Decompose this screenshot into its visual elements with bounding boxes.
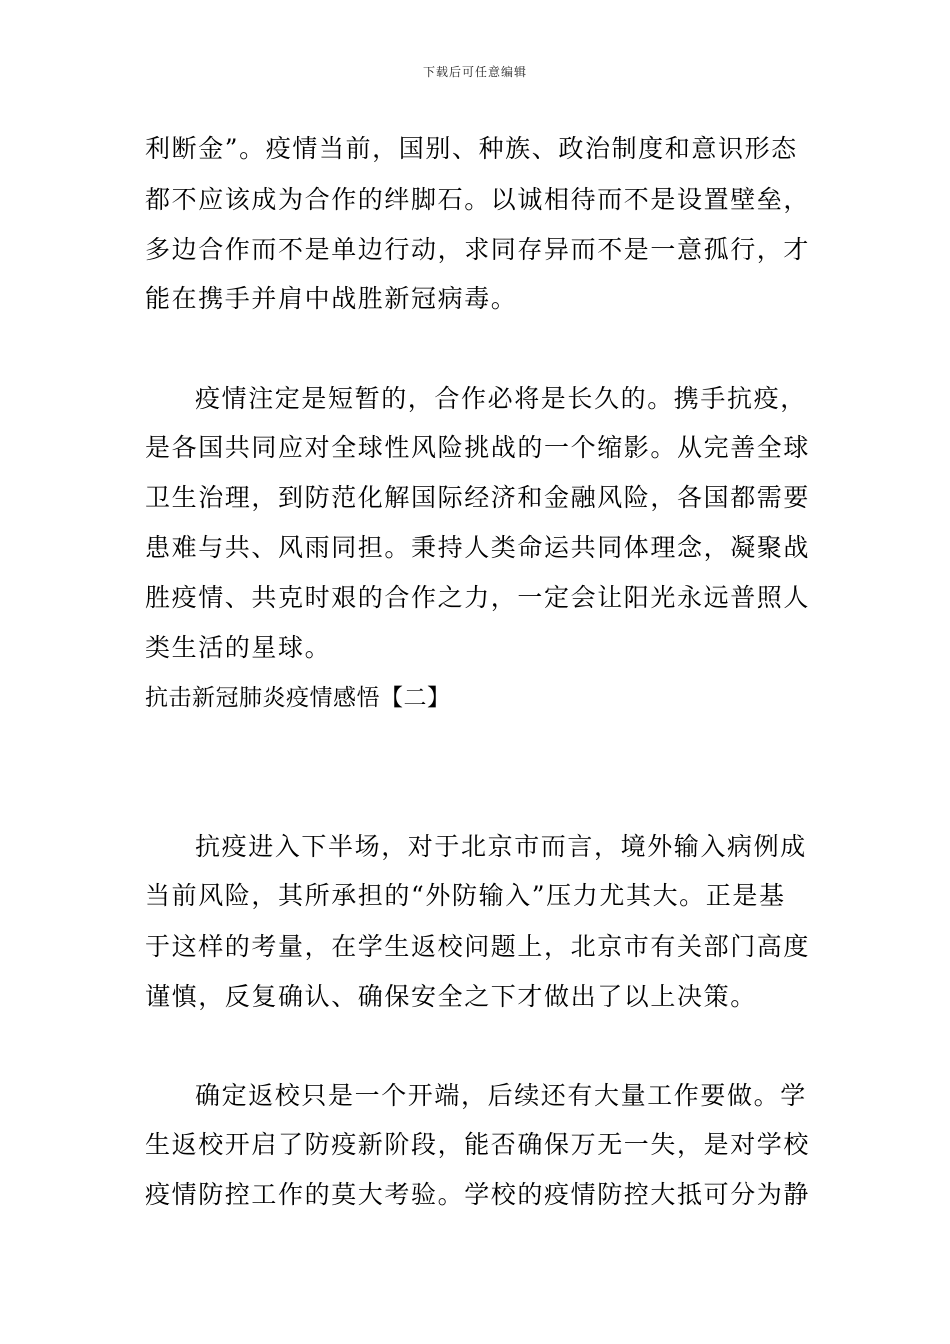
- paragraph-1-line-4: 能在携手并肩中战胜新冠病毒。: [145, 284, 518, 313]
- paragraph-2-line-2: 是各国共同应对全球性风险挑战的一个缩影。从完善全球: [145, 433, 811, 462]
- paragraph-2-line-4: 患难与共、风雨同担。秉持人类命运共同体理念，凝聚战: [145, 533, 811, 562]
- paragraph-2-line-5: 胜疫情、共克时艰的合作之力，一定会让阳光永远普照人: [145, 583, 811, 612]
- paragraph-3-line-2: 当前风险，其所承担的“外防输入”压力尤其大。正是基: [145, 881, 786, 910]
- paragraph-2-line-1: 疫情注定是短暂的，合作必将是长久的。携手抗疫，: [195, 384, 807, 413]
- paragraph-4-line-2: 生返校开启了防疫新阶段，能否确保万无一失，是对学校: [145, 1130, 811, 1159]
- paragraph-1-line-1: 利断金”。疫情当前，国别、种族、政治制度和意识形态: [145, 134, 798, 163]
- paragraph-2-line-3: 卫生治理，到防范化解国际经济和金融风险，各国都需要: [145, 483, 811, 512]
- paragraph-3-line-4: 谨慎，反复确认、确保安全之下才做出了以上决策。: [145, 982, 757, 1011]
- page-header: 下载后可任意编辑: [422, 65, 527, 79]
- paragraph-3-line-1: 抗疫进入下半场，对于北京市而言，境外输入病例成: [195, 832, 807, 861]
- section-heading: 抗击新冠肺炎疫情感悟【二】: [145, 685, 451, 711]
- paragraph-2-line-6: 类生活的星球。: [145, 633, 332, 662]
- paragraph-1-line-3: 多边合作而不是单边行动，求同存异而不是一意孤行，才: [145, 235, 811, 264]
- paragraph-4-line-1: 确定返校只是一个开端，后续还有大量工作要做。学: [195, 1081, 807, 1110]
- paragraph-3-line-3: 于这样的考量，在学生返校问题上，北京市有关部门高度: [145, 932, 811, 961]
- paragraph-1-line-2: 都不应该成为合作的绊脚石。以诚相待而不是设置壁垒，: [145, 185, 811, 214]
- paragraph-4-line-3: 疫情防控工作的莫大考验。学校的疫情防控大抵可分为静: [145, 1180, 811, 1209]
